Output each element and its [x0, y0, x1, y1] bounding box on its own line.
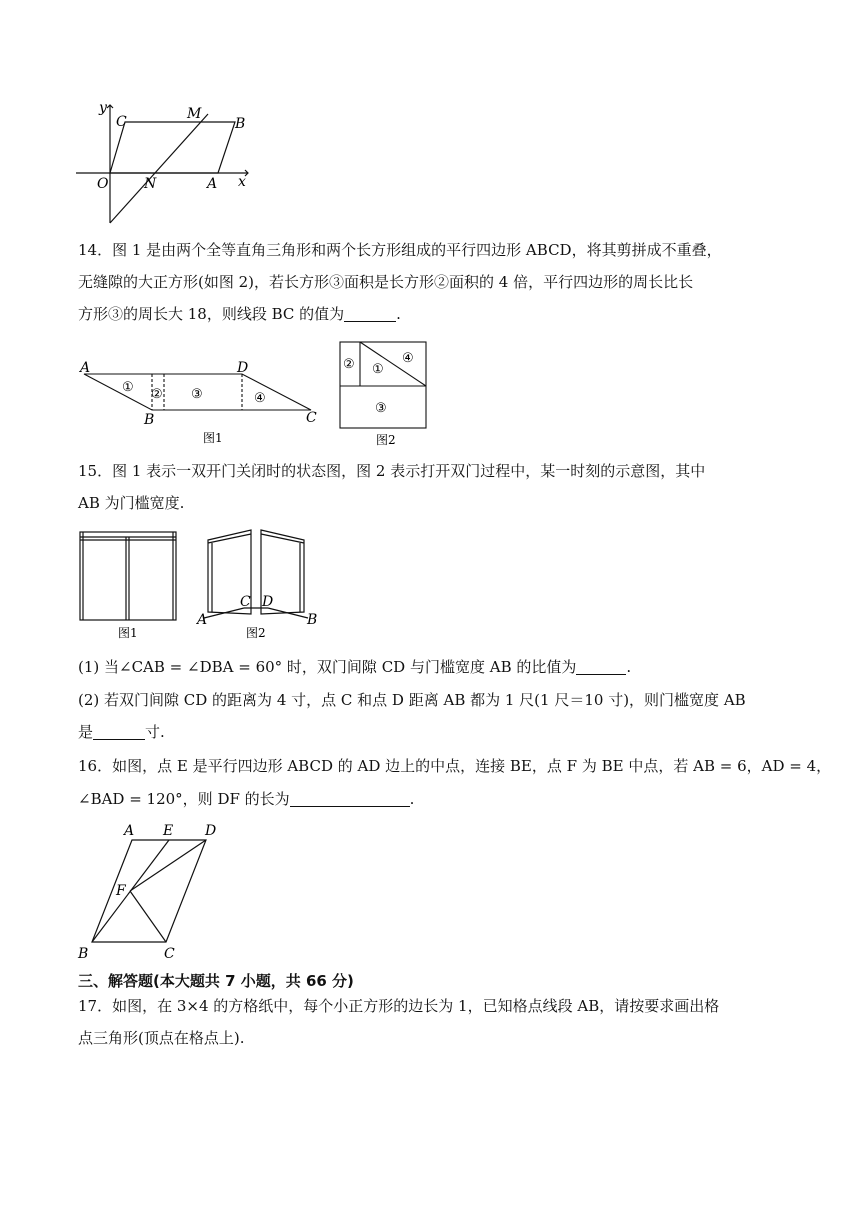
- caption-fig2: 图2: [246, 626, 266, 640]
- label-N: N: [144, 176, 157, 192]
- section-heading: 三、解答题(本大题共 7 小题，共 66 分): [78, 972, 354, 990]
- q15-sub2-end: 寸.: [145, 723, 165, 741]
- region-2: ②: [151, 387, 163, 402]
- q15-sub1-end: .: [626, 658, 632, 676]
- figure-q15-fig2: [196, 524, 326, 642]
- q17-line1: 17．如图，在 3×4 的方格纸中，每个小正方形的边长为 1，已知格点线段 AB，请按要求画出格: [78, 997, 720, 1015]
- q16-line2-end: .: [409, 790, 415, 808]
- figure-q16-parallelogram: [74, 820, 234, 966]
- label-B: B: [307, 612, 318, 628]
- label-M: M: [187, 106, 202, 122]
- answer-blank-q16[interactable]: [290, 788, 410, 807]
- answer-blank-q15-2[interactable]: [93, 721, 145, 740]
- label-D: D: [262, 594, 274, 610]
- q16-line2-text: ∠BAD = 120°，则 DF 的长为: [78, 790, 290, 808]
- q17-line2: 点三角形(顶点在格点上).: [78, 1029, 245, 1047]
- q15-line2: AB 为门槛宽度.: [78, 494, 185, 512]
- region-1: ①: [372, 362, 384, 377]
- figure-q14-fig2: [336, 340, 436, 448]
- label-A: A: [124, 823, 135, 839]
- q14-line3-end: .: [396, 305, 401, 323]
- label-x: x: [238, 174, 246, 190]
- figure-q14-fig1: [74, 358, 324, 450]
- label-C: C: [306, 410, 317, 426]
- caption-fig2: 图2: [376, 433, 396, 447]
- label-A: A: [207, 176, 218, 192]
- q15-sub2-line2: [78, 716, 790, 748]
- q14-line3: [78, 298, 790, 330]
- region-3: ③: [191, 387, 203, 402]
- label-O: O: [97, 176, 109, 192]
- region-1: ①: [122, 380, 134, 395]
- region-4: ④: [402, 351, 414, 366]
- caption-fig1: 图1: [203, 431, 223, 445]
- label-y: y: [99, 100, 107, 116]
- q14-line1: 14．图 1 是由两个全等直角三角形和两个长方形组成的平行四边形 ABCD，将其剪拼成不重叠，: [78, 241, 722, 259]
- label-F: F: [116, 883, 126, 899]
- label-C: C: [164, 946, 175, 962]
- q15-sub2-start: 是: [78, 723, 94, 741]
- label-A: A: [80, 360, 91, 376]
- figure-q13-coordinate: [70, 95, 260, 230]
- label-E: E: [163, 823, 174, 839]
- answer-blank-q14[interactable]: [344, 303, 396, 322]
- q16-line2: [78, 783, 790, 815]
- caption-fig1: 图1: [118, 626, 138, 640]
- q14-line2: 无缝隙的大正方形(如图 2)，若长方形③面积是长方形②面积的 4 倍，平行四边形的周长比长: [78, 273, 694, 291]
- label-B: B: [235, 116, 246, 132]
- q15-sub2-line1: (2) 若双门间隙 CD 的距离为 4 寸，点 C 和点 D 距离 AB 都为 1 尺(1 尺＝10 寸)，则门槛宽度 AB: [78, 691, 746, 709]
- region-4: ④: [254, 391, 266, 406]
- answer-blank-q15-1[interactable]: [576, 656, 626, 675]
- region-2: ②: [343, 357, 355, 372]
- label-C: C: [240, 594, 251, 610]
- q14-line3-text: 方形③的周长大 18，则线段 BC 的值为: [78, 305, 345, 323]
- label-A: A: [197, 612, 208, 628]
- figure-q15-fig1: [76, 530, 181, 642]
- region-3: ③: [375, 401, 387, 416]
- q15-sub1: [78, 651, 790, 683]
- q15-sub1-text: (1) 当∠CAB = ∠DBA = 60° 时，双门间隙 CD 与门槛宽度 AB 的比值为: [78, 658, 577, 676]
- label-B: B: [144, 412, 155, 428]
- label-B: B: [78, 946, 89, 962]
- q15-line1: 15．图 1 表示一双开门关闭时的状态图，图 2 表示打开双门过程中，某一时刻的示意图，其中: [78, 462, 706, 480]
- label-C: C: [116, 114, 127, 130]
- label-D: D: [205, 823, 217, 839]
- label-D: D: [237, 360, 249, 376]
- q16-line1: 16．如图，点 E 是平行四边形 ABCD 的 AD 边上的中点，连接 BE，点 F 为 BE 中点，若 AB = 6，AD = 4，: [78, 757, 832, 775]
